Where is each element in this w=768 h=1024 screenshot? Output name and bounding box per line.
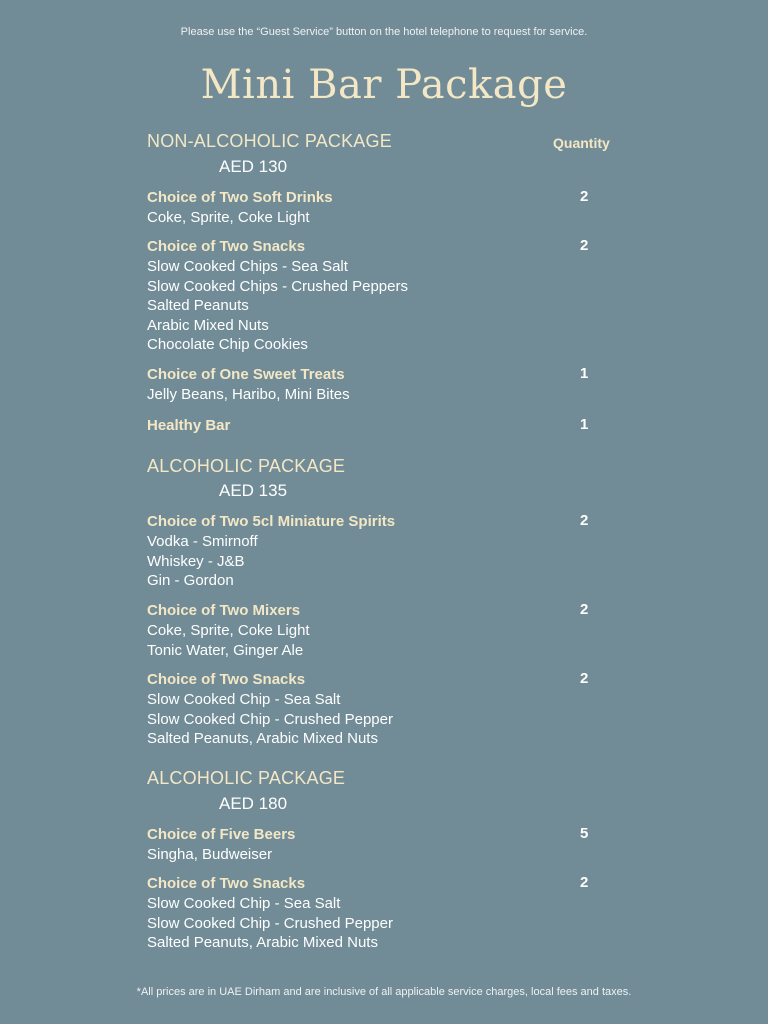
item-line: Slow Cooked Chip - Sea Salt <box>147 895 341 912</box>
item-line: Singha, Budweiser <box>147 846 273 863</box>
menu-item <box>147 365 607 405</box>
menu-item <box>147 825 607 865</box>
item-quantity: 2 <box>580 188 589 205</box>
item-title: Choice of Two Soft Drinks <box>147 189 333 206</box>
item-line: Vodka - Smirnoff <box>147 533 258 550</box>
item-line: Coke, Sprite, Coke Light <box>147 622 310 639</box>
package-name: ALCOHOLIC PACKAGE <box>147 768 346 788</box>
item-line: Salted Peanuts <box>147 297 249 315</box>
item-quantity: 1 <box>580 365 589 382</box>
item-line: Slow Cooked Chip - Sea Salt <box>147 691 341 708</box>
package-name: ALCOHOLIC PACKAGE <box>147 456 346 476</box>
item-line: Coke, Sprite, Coke Light <box>147 209 310 226</box>
price-footnote: *All prices are in UAE Dirham and are inclusive of all applicable service charges, local fees and taxes. <box>136 986 632 998</box>
item-quantity: 2 <box>580 512 589 529</box>
item-title: Choice of One Sweet Treats <box>147 366 345 383</box>
item-line: Arabic Mixed Nuts <box>147 316 269 334</box>
item-quantity: 1 <box>580 416 589 433</box>
item-line: Slow Cooked Chip - Crushed Pepper <box>147 914 393 932</box>
item-title: Choice of Two Snacks <box>147 875 306 892</box>
item-quantity: 2 <box>580 601 589 618</box>
menu-item <box>147 237 607 355</box>
item-line: Chocolate Chip Cookies <box>147 336 308 354</box>
item-line: Gin - Gordon <box>147 572 234 590</box>
menu-item <box>147 670 607 749</box>
item-title: Choice of Two Mixers <box>147 602 301 619</box>
item-line: Slow Cooked Chips - Crushed Peppers <box>147 277 408 295</box>
item-line: Tonic Water, Ginger Ale <box>147 641 304 659</box>
item-line: Slow Cooked Chips - Sea Salt <box>147 258 348 275</box>
item-line: Jelly Beans, Haribo, Mini Bites <box>147 386 350 403</box>
service-notice: Please use the “Guest Service” button on the hotel telephone to request for service. <box>180 26 588 38</box>
page-title: Mini Bar Package <box>200 62 568 108</box>
item-line: Salted Peanuts, Arabic Mixed Nuts <box>147 730 378 748</box>
item-line: Slow Cooked Chip - Crushed Pepper <box>147 710 393 728</box>
package-price: AED 180 <box>219 794 288 813</box>
item-line: Whiskey - J&B <box>147 552 245 570</box>
item-quantity: 5 <box>580 825 589 842</box>
item-title: Choice of Two Snacks <box>147 671 306 688</box>
item-quantity: 2 <box>580 237 589 254</box>
menu-item <box>147 188 607 228</box>
item-title: Healthy Bar <box>147 417 231 434</box>
menu-item <box>147 416 607 436</box>
menu-item <box>147 874 607 953</box>
menu-item <box>147 601 607 660</box>
item-line: Salted Peanuts, Arabic Mixed Nuts <box>147 934 378 952</box>
package-name: NON-ALCOHOLIC PACKAGE <box>147 131 392 151</box>
package-price: AED 130 <box>219 157 288 176</box>
item-quantity: 2 <box>580 670 589 687</box>
menu-item <box>147 512 607 591</box>
quantity-header: Quantity <box>553 135 610 151</box>
package-price: AED 135 <box>219 481 288 500</box>
item-title: Choice of Two 5cl Miniature Spirits <box>147 513 396 530</box>
item-quantity: 2 <box>580 874 589 891</box>
item-title: Choice of Two Snacks <box>147 238 306 255</box>
item-title: Choice of Five Beers <box>147 826 296 843</box>
